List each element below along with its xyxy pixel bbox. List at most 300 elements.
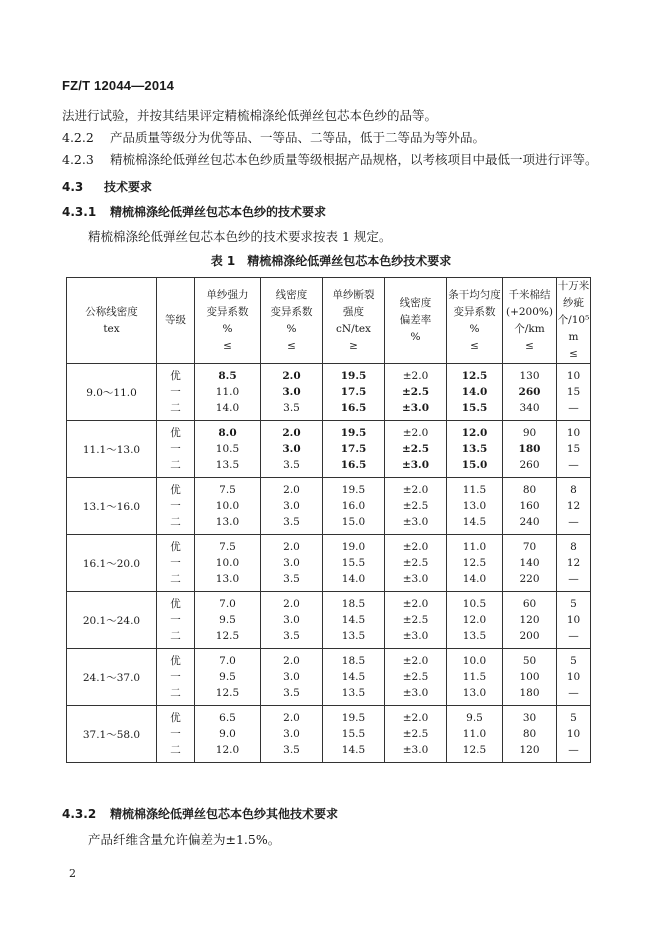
cell-value: ±3.0: [401, 459, 430, 471]
cell-value: 12.0: [462, 614, 487, 626]
cell-value: 17.5: [340, 386, 367, 398]
cell-value: 15: [566, 443, 581, 455]
cell-value: ±3.0: [402, 573, 429, 585]
cell-faults: [557, 478, 591, 535]
cell-neps: [503, 649, 557, 706]
cell-value: 12.5: [215, 630, 240, 642]
cell-value: 3.0: [283, 728, 300, 740]
cell-value: 10.0: [215, 557, 240, 569]
cell-deviation: [385, 649, 447, 706]
cell-value: 2.0: [282, 427, 301, 439]
cell-value: 二: [170, 687, 181, 699]
cell-faults: [557, 364, 591, 421]
cell-value: 3.5: [283, 402, 300, 414]
table-row: [67, 592, 591, 649]
cell-faults: [557, 649, 591, 706]
table-caption: 表 1 精梳棉涤纶低弹丝包芯本色纱技术要求: [210, 254, 452, 268]
cell-cv-strength: [195, 364, 261, 421]
table-row: [67, 649, 591, 706]
clause-number: 4.2.3: [62, 152, 94, 167]
header-nominal-density: [67, 278, 157, 364]
cell-value: 100: [519, 671, 540, 683]
table-row: [67, 421, 591, 478]
clause-text: 产品质量等级分为优等品、一等品、二等品，低于二等品为等外品。: [110, 130, 486, 145]
cell-evenness: [447, 421, 503, 478]
cell-grades: [157, 706, 195, 763]
cell-value: 11.0: [462, 728, 487, 740]
cell-value: 3.5: [283, 516, 300, 528]
cell-value: ±2.5: [402, 728, 429, 740]
cell-strength: [323, 421, 385, 478]
cell-value: —: [568, 630, 579, 642]
cell-value: 16.0: [341, 500, 366, 512]
header-cv-density: [261, 278, 323, 364]
cell-value: 18.5: [341, 655, 366, 667]
cell-neps: [503, 535, 557, 592]
cell-strength: [323, 535, 385, 592]
cell-value: 一: [170, 728, 181, 740]
cell-value: 18.5: [341, 598, 366, 610]
cell-value: ±3.0: [402, 630, 429, 642]
cell-value: 13.0: [215, 573, 240, 585]
cell-value: 10.0: [462, 655, 487, 667]
cell-value: 3.5: [283, 573, 300, 585]
cell-strength: [323, 478, 385, 535]
cell-strength: [323, 592, 385, 649]
table-header-row: [67, 278, 591, 364]
cell-value: 80: [522, 484, 537, 496]
header-line: ≤: [223, 339, 232, 352]
header-line: 变异系数: [270, 305, 313, 318]
cell-value: 10.5: [462, 598, 487, 610]
cell-value: 一: [170, 671, 181, 683]
cell-value: 15.5: [341, 728, 366, 740]
section-number: 4.3: [62, 180, 84, 194]
cell-value: 19.5: [341, 712, 366, 724]
cell-value: 120: [519, 744, 540, 756]
density-range-cell: 16.1～20.0: [67, 535, 157, 592]
cell-value: 一: [170, 443, 181, 455]
cell-value: 7.0: [219, 655, 236, 667]
section-4-3-heading: [62, 178, 152, 195]
cell-value: 130: [519, 370, 540, 382]
header-line: cN/tex: [336, 322, 371, 335]
cell-value: 2.0: [283, 541, 300, 553]
cell-value: 优: [170, 370, 181, 382]
cell-value: ±2.5: [402, 557, 429, 569]
cell-value: 2.0: [283, 598, 300, 610]
header-line: %: [410, 331, 421, 343]
cell-cv-strength: [195, 592, 261, 649]
cell-evenness: [447, 592, 503, 649]
section-number: 4.3.2: [62, 807, 97, 821]
cell-value: 10: [566, 370, 581, 382]
cell-value: 12.5: [461, 370, 488, 382]
header-line: 变异系数: [206, 305, 249, 318]
header-line: ≤: [569, 348, 578, 360]
cell-value: ±3.0: [402, 687, 429, 699]
table-row: [67, 478, 591, 535]
cell-value: ±2.0: [402, 655, 429, 667]
cell-value: 13.5: [341, 630, 366, 642]
cell-value: 16.5: [340, 459, 367, 471]
cell-strength: [323, 706, 385, 763]
clause-4-2-2: [62, 128, 485, 146]
cell-value: 10: [566, 427, 581, 439]
cell-neps: [503, 421, 557, 478]
cell-value: 10.5: [215, 443, 240, 455]
cell-value: 5: [570, 655, 577, 667]
cell-value: —: [568, 402, 579, 414]
header-line: 变异系数: [453, 305, 496, 318]
cell-evenness: [447, 706, 503, 763]
cell-value: 70: [522, 541, 537, 553]
header-line: 线密度: [275, 288, 308, 301]
cell-value: 8.5: [218, 370, 237, 382]
cell-value: ±2.5: [401, 386, 430, 398]
cell-cv-density: [261, 421, 323, 478]
cell-strength: [323, 364, 385, 421]
cell-value: 二: [170, 630, 181, 642]
header-breaking-strength: [323, 278, 385, 364]
cell-cv-density: [261, 535, 323, 592]
cell-value: 一: [170, 386, 181, 398]
clause-number: 4.2.2: [62, 130, 94, 145]
header-line: 条干均匀度: [448, 288, 501, 301]
cell-grades: [157, 364, 195, 421]
header-line: 纱疵: [563, 297, 584, 309]
cell-strength: [323, 649, 385, 706]
cell-value: ±2.5: [401, 443, 430, 455]
cell-value: 3.0: [283, 557, 300, 569]
cell-value: 10.0: [215, 500, 240, 512]
cell-value: 11.5: [462, 671, 487, 683]
cell-value: 3.0: [283, 614, 300, 626]
header-line: 个/10⁵ m: [557, 314, 590, 343]
section-4-3-2-heading: [62, 805, 338, 822]
cell-value: 160: [519, 500, 540, 512]
cell-cv-density: [261, 478, 323, 535]
cell-value: 50: [522, 655, 537, 667]
cell-value: 14.5: [341, 614, 366, 626]
cell-cv-density: [261, 706, 323, 763]
cell-value: 6.5: [219, 712, 236, 724]
header-neps: [503, 278, 557, 364]
header-line: ≥: [349, 339, 358, 352]
density-range-cell: 37.1～58.0: [67, 706, 157, 763]
technical-requirements-table: [66, 277, 591, 763]
cell-cv-strength: [195, 535, 261, 592]
cell-value: 二: [170, 402, 181, 414]
cell-value: ±2.0: [402, 427, 429, 439]
cell-value: 11.0: [462, 541, 487, 553]
cell-neps: [503, 706, 557, 763]
cell-value: ±3.0: [401, 402, 430, 414]
cell-value: 优: [170, 541, 181, 553]
cell-value: ±2.0: [402, 712, 429, 724]
cell-value: 2.0: [283, 655, 300, 667]
cell-value: 180: [518, 443, 541, 455]
cell-value: 10: [566, 671, 581, 683]
section-4-3-1-heading: [62, 203, 326, 220]
cell-value: 7.0: [219, 598, 236, 610]
cell-value: 15.0: [461, 459, 488, 471]
cell-value: 30: [522, 712, 537, 724]
cell-value: 优: [170, 484, 181, 496]
cell-value: 14.0: [341, 573, 366, 585]
cell-value: 12.5: [215, 687, 240, 699]
cell-cv-strength: [195, 421, 261, 478]
cell-value: 19.0: [341, 541, 366, 553]
cell-value: 14.5: [341, 671, 366, 683]
cell-value: 9.5: [219, 614, 236, 626]
cell-value: 3.5: [283, 630, 300, 642]
cell-value: 80: [522, 728, 537, 740]
cell-value: 260: [519, 459, 540, 471]
header-line: ≤: [470, 339, 479, 352]
cell-value: 7.5: [219, 541, 236, 553]
cell-value: 3.0: [282, 386, 301, 398]
cell-value: 2.0: [283, 484, 300, 496]
cell-cv-strength: [195, 649, 261, 706]
cell-value: 3.0: [283, 500, 300, 512]
header-line: %: [469, 322, 480, 335]
cell-value: 9.5: [466, 712, 483, 724]
header-line: tex: [103, 322, 120, 335]
cell-value: —: [568, 573, 579, 585]
cell-neps: [503, 478, 557, 535]
cell-value: 140: [519, 557, 540, 569]
header-line: 线密度: [399, 297, 432, 309]
cell-value: 13.5: [462, 630, 487, 642]
header-line: 单纱强力: [206, 288, 249, 301]
section-number: 4.3.1: [62, 205, 97, 219]
cell-value: 10: [566, 728, 581, 740]
section-title: 精梳棉涤纶低弹丝包芯本色纱其他技术要求: [110, 807, 339, 821]
cell-value: 19.5: [341, 484, 366, 496]
cell-value: 13.0: [215, 516, 240, 528]
cell-value: 5: [570, 712, 577, 724]
density-range-cell: 11.1～13.0: [67, 421, 157, 478]
cell-grades: [157, 421, 195, 478]
cell-value: 14.5: [341, 744, 366, 756]
header-line: 十万米: [557, 280, 590, 292]
section-title: 技术要求: [104, 180, 153, 194]
cell-value: ±2.0: [402, 541, 429, 553]
cell-value: 15: [566, 386, 581, 398]
cell-value: 15.0: [341, 516, 366, 528]
header-grade: [157, 278, 195, 364]
cell-value: —: [568, 516, 579, 528]
cell-value: 3.5: [283, 687, 300, 699]
cell-value: 一: [170, 500, 181, 512]
cell-value: 13.0: [462, 687, 487, 699]
cell-value: 9.5: [219, 671, 236, 683]
cell-value: 二: [170, 516, 181, 528]
header-yarn-faults: [557, 278, 591, 364]
cell-value: 12.5: [462, 744, 487, 756]
cell-value: ±2.5: [402, 500, 429, 512]
density-range-cell: 24.1～37.0: [67, 649, 157, 706]
cell-value: 11.5: [462, 484, 487, 496]
cell-value: 14.0: [215, 402, 240, 414]
cell-value: 3.5: [283, 744, 300, 756]
cell-cv-density: [261, 592, 323, 649]
cell-faults: [557, 706, 591, 763]
cell-value: 二: [170, 573, 181, 585]
cell-value: 340: [519, 402, 540, 414]
cell-evenness: [447, 535, 503, 592]
cell-value: 12: [566, 557, 581, 569]
cell-value: 12.5: [462, 557, 487, 569]
cell-value: 11.0: [215, 386, 240, 398]
cell-cv-strength: [195, 706, 261, 763]
section-4-3-1-body: 精梳棉涤纶低弹丝包芯本色纱的技术要求按表 1 规定。: [88, 229, 392, 244]
cell-value: 10: [566, 614, 581, 626]
header-line: 强度: [343, 305, 364, 318]
cell-value: —: [568, 459, 579, 471]
paragraph-continuation: 法进行试验，并按其结果评定精梳棉涤纶低弹丝包芯本色纱的品等。: [62, 108, 438, 123]
header-line: 等级: [165, 314, 186, 326]
header-line: (+200%): [505, 305, 553, 318]
clause-text: 精梳棉涤纶低弹丝包芯本色纱质量等级根据产品规格，以考核项目中最低一项进行评等。: [110, 152, 598, 167]
cell-value: 15.5: [461, 402, 488, 414]
cell-value: 260: [518, 386, 541, 398]
table-row: [67, 706, 591, 763]
header-cv-strength: [195, 278, 261, 364]
cell-value: 一: [170, 614, 181, 626]
clause-4-2-3: [62, 150, 598, 168]
cell-value: 13.5: [215, 459, 240, 471]
cell-value: 12: [566, 500, 581, 512]
cell-deviation: [385, 706, 447, 763]
cell-value: 60: [522, 598, 537, 610]
cell-deviation: [385, 592, 447, 649]
cell-value: 17.5: [340, 443, 367, 455]
section-title: 精梳棉涤纶低弹丝包芯本色纱的技术要求: [110, 205, 327, 219]
cell-value: 13.5: [461, 443, 488, 455]
cell-value: 2.0: [282, 370, 301, 382]
cell-cv-density: [261, 649, 323, 706]
cell-value: 180: [519, 687, 540, 699]
density-range-cell: 9.0～11.0: [67, 364, 157, 421]
standard-number-header: FZ/T 12044—2014: [62, 78, 175, 93]
cell-value: 12.0: [461, 427, 488, 439]
header-line: 偏差率: [399, 314, 432, 326]
cell-neps: [503, 592, 557, 649]
header-evenness: [447, 278, 503, 364]
cell-value: 一: [170, 557, 181, 569]
cell-value: 8.0: [218, 427, 237, 439]
header-line: ≤: [525, 339, 534, 352]
cell-neps: [503, 364, 557, 421]
cell-value: ±2.0: [402, 370, 429, 382]
header-line: %: [222, 322, 233, 335]
cell-value: —: [568, 744, 579, 756]
cell-evenness: [447, 364, 503, 421]
header-line: ≤: [287, 339, 296, 352]
header-density-deviation: [385, 278, 447, 364]
cell-value: 优: [170, 427, 181, 439]
section-4-3-2-body: 产品纤维含量允许偏差为±1.5%。: [88, 832, 281, 847]
cell-value: 3.5: [283, 459, 300, 471]
cell-faults: [557, 421, 591, 478]
cell-value: 2.0: [283, 712, 300, 724]
cell-grades: [157, 649, 195, 706]
cell-value: 3.0: [283, 671, 300, 683]
header-line: 单纱断裂: [332, 288, 375, 301]
cell-value: 15.5: [341, 557, 366, 569]
cell-value: ±3.0: [402, 516, 429, 528]
cell-value: —: [568, 687, 579, 699]
density-range-cell: 20.1～24.0: [67, 592, 157, 649]
header-line: 公称线密度: [85, 305, 138, 318]
cell-value: ±2.5: [402, 671, 429, 683]
header-line: %: [286, 322, 297, 335]
cell-value: 7.5: [219, 484, 236, 496]
cell-evenness: [447, 649, 503, 706]
cell-value: 13.0: [462, 500, 487, 512]
cell-value: 16.5: [340, 402, 367, 414]
cell-value: 优: [170, 712, 181, 724]
cell-value: 二: [170, 744, 181, 756]
cell-grades: [157, 478, 195, 535]
page-number: 2: [69, 867, 76, 880]
cell-grades: [157, 535, 195, 592]
cell-value: 240: [519, 516, 540, 528]
cell-value: 14.5: [462, 516, 487, 528]
density-range-cell: 13.1～16.0: [67, 478, 157, 535]
cell-value: 14.0: [461, 386, 488, 398]
cell-faults: [557, 592, 591, 649]
cell-value: 8: [570, 484, 577, 496]
cell-value: 优: [170, 598, 181, 610]
cell-value: 220: [519, 573, 540, 585]
cell-value: ±2.0: [402, 484, 429, 496]
cell-value: ±2.5: [402, 614, 429, 626]
cell-value: 3.0: [282, 443, 301, 455]
cell-value: 13.5: [341, 687, 366, 699]
cell-evenness: [447, 478, 503, 535]
cell-value: 90: [522, 427, 537, 439]
cell-value: 200: [519, 630, 540, 642]
cell-value: 5: [570, 598, 577, 610]
cell-faults: [557, 535, 591, 592]
header-line: 个/km: [514, 322, 545, 335]
cell-deviation: [385, 421, 447, 478]
cell-value: 9.0: [219, 728, 236, 740]
cell-value: 二: [170, 459, 181, 471]
table-row: [67, 364, 591, 421]
cell-value: 8: [570, 541, 577, 553]
cell-cv-strength: [195, 478, 261, 535]
cell-deviation: [385, 535, 447, 592]
cell-grades: [157, 592, 195, 649]
cell-cv-density: [261, 364, 323, 421]
cell-value: 12.0: [215, 744, 240, 756]
cell-value: ±3.0: [402, 744, 429, 756]
cell-value: 14.0: [462, 573, 487, 585]
cell-value: ±2.0: [402, 598, 429, 610]
cell-value: 120: [519, 614, 540, 626]
table-row: [67, 535, 591, 592]
cell-value: 19.5: [340, 370, 367, 382]
cell-value: 19.5: [340, 427, 367, 439]
header-line: 千米棉结: [508, 288, 551, 301]
cell-value: 优: [170, 655, 181, 667]
cell-deviation: [385, 478, 447, 535]
cell-deviation: [385, 364, 447, 421]
